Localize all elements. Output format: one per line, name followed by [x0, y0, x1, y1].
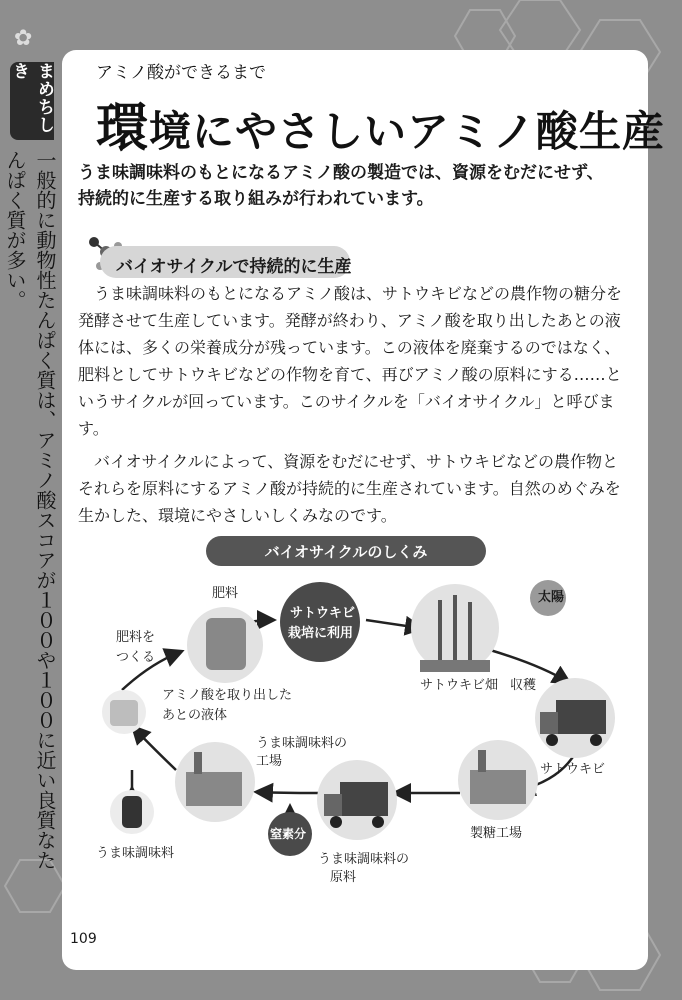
- cycle-arrow: [258, 792, 318, 793]
- label-raw-1: うま味調味料の: [318, 852, 410, 867]
- label-factory-1: うま味調味料の: [256, 736, 348, 751]
- label-field: サトウキビ畑: [420, 678, 499, 693]
- label-make-fertilizer-1: 肥料を: [116, 630, 156, 645]
- fertilizer-sack-icon: [206, 618, 246, 670]
- paragraph: バイオサイクルによって、資源をむだにせず、サトウキビなどの農作物とそれらを原料にするアミノ酸が持続的に生産されています。自然のめぐみを生かした、環境にやさしいしくみなのです。: [78, 452, 621, 525]
- bottle-icon: [122, 796, 142, 828]
- label-sun: 太陽: [538, 590, 565, 605]
- paragraph: うま味調味料のもとになるアミノ酸は、サトウキビなどの農作物の糖分を発酵させて生産しています。発酵が終わり、アミノ酸を取り出したあとの液体には、多くの栄養成分が残っています。この液体を廃棄するのではなく、肥料としてサトウキビなどの作物を育て、再びアミノ酸の原料にする……というサイクルが回っています。このサイクルを「バイオサイクル」と呼びます。: [78, 284, 623, 438]
- cultivation-bubble: [280, 582, 360, 662]
- molecule-icon: ✿: [14, 26, 33, 51]
- title-lead: 環: [96, 99, 150, 159]
- title-rest: 境にやさしいアミノ酸生産: [149, 107, 666, 156]
- lead-text: うま味調味料のもとになるアミノ酸の製造では、資源をむだにせず、持続的に生産する取り組みが行われています。: [78, 163, 604, 209]
- cycle-arrow: [134, 728, 176, 770]
- label-make-fertilizer-2: つくる: [116, 650, 156, 665]
- label-sugar-factory: 製糖工場: [470, 826, 523, 841]
- label-cultivation-2: 栽培に利用: [288, 626, 354, 641]
- label-cane: サトウキビ: [540, 762, 606, 777]
- label-liquid-2: あとの液体: [162, 708, 228, 723]
- label-cultivation-1: サトウキビ: [290, 606, 356, 621]
- side-tab: まめちしき: [10, 62, 54, 140]
- diagram-title: バイオサイクルのしくみ: [206, 536, 486, 566]
- label-seasoning: うま味調味料: [96, 846, 175, 861]
- side-note: 一般的に動物性たんぱく質は、アミノ酸スコアが１００や１００に近い良質なたんぱく質が多い。: [3, 150, 57, 870]
- label-harvest: 収穫: [510, 678, 537, 693]
- label-raw-2: 原料: [330, 870, 357, 885]
- subhead-text: バイオサイクルで持続的に生産: [116, 257, 352, 277]
- jar-icon: [110, 700, 138, 726]
- page-number: 109: [70, 931, 97, 947]
- label-factory-2: 工場: [256, 754, 283, 769]
- series-title: アミノ酸ができるまで: [96, 63, 266, 83]
- label-nitrogen: 窒素分: [270, 827, 307, 841]
- label-fertilizer: 肥料: [212, 586, 239, 601]
- label-liquid-1: アミノ酸を取り出した: [162, 688, 293, 703]
